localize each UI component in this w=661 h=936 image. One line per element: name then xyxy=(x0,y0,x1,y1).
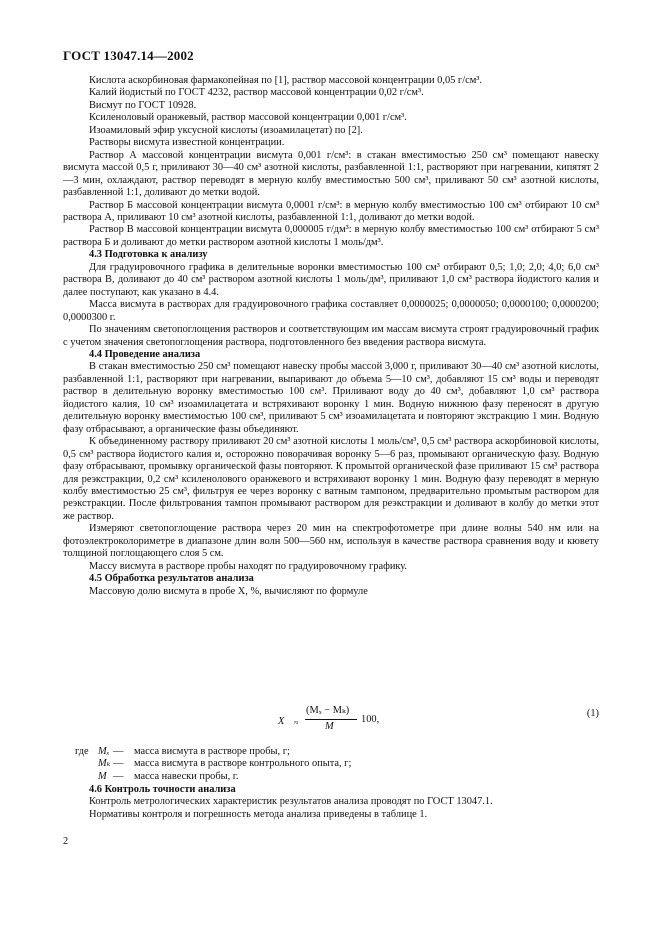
paragraph: Раствор Б массовой концентрации висмута 0,0001 г/см³: в мерную колбу вместимостью 100 см³ отбирают 10 см³ раствора А, приливают 10 см³ азотной кислоты, разбавленной 1:1, доливают до метки водой. xyxy=(63,199,599,223)
section-heading: 4.6 Контроль точности анализа xyxy=(89,784,236,795)
definition-row xyxy=(63,771,599,783)
formula-definitions xyxy=(63,746,599,783)
paragraph: Контроль метрологических характеристик результатов анализа проводят по ГОСТ 13047.1. xyxy=(89,796,493,808)
document-body xyxy=(63,75,599,598)
paragraph: Висмут по ГОСТ 10928. xyxy=(89,99,197,111)
formula-lhs: X xyxy=(278,716,285,727)
paragraph: Ксиленоловый оранжевый, раствор массовой концентрации 0,001 г/см³. xyxy=(89,112,407,124)
definition-text: масса навески пробы, г. xyxy=(134,770,239,782)
paragraph: Массу висмута в растворе пробы находят по градуировочному графику. xyxy=(89,560,408,572)
paragraph: В стакан вместимостью 250 см³ помещают навеску пробы массой 3,000 г, приливают 30—40 см³ азотной кислоты, разбавленной 1:1, растворяют при нагревании, выпаривают до объема 5—10 см³, добавляют 15 см³ воды и переводят раствор в делительную воронку вместимостью 100 см³. Приливают воду до 40 см³, добавляют 1,0 см³ раствора йодистого калия, 10 см³ изоамилацетата и встряхивают воронку 1 мин. Водную нижнюю фазу переносят в другую делительную воронку вместимостью 100 см³, приливают 5 см³ изоамилацетата и повторяют экстракцию 1 мин. Водную фазу отбрасывают, а органические фазы объединяют. xyxy=(63,361,599,435)
definition-lead: где xyxy=(75,746,89,757)
definition-dash: — xyxy=(113,770,124,782)
paragraph: Растворы висмута известной концентрации. xyxy=(89,137,285,149)
definition-dash: — xyxy=(113,758,124,770)
section-heading: 4.4 Проведение анализа xyxy=(89,348,201,360)
paragraph: Массовую долю висмута в пробе X, %, вычисляют по формуле xyxy=(89,585,368,597)
definition-symbol: Mₓ xyxy=(98,746,110,757)
section-heading: 4.5 Обработка результатов анализа xyxy=(89,573,254,585)
page-number: 2 xyxy=(63,836,69,847)
formula-numerator: (Mₓ − Mₖ) xyxy=(306,705,350,716)
definition-text: масса висмута в растворе контрольного опыта, г; xyxy=(134,758,352,770)
fraction-bar xyxy=(305,719,357,720)
paragraph: Нормативы контроля и погрешность метода анализа приведены в таблице 1. xyxy=(89,808,428,820)
paragraph: Изоамиловый эфир уксусной кислоты (изоамилацетат) по [2]. xyxy=(89,124,363,136)
paragraph: По значениям светопоглощения растворов и соответствующим им массам висмута строят градуировочный график с учетом значения светопоглощения раствора, подготовленного без введения раствора висмута. xyxy=(63,324,599,348)
paragraph: Раствор А массовой концентрации висмута 0,001 г/см³: в стакан вместимостью 250 см³ помещают навеску висмута массой 0,5 г, приливают 30—40 см³ азотной кислоты, разбавленной 1:1, растворяют при нагревании, кипятят 2—3 мин, охлаждают, раствор переводят в мерную колбу вместимостью 500 см³, приливают 50 см³ азотной кислоты, разбавленной 1:1, доливают до метки водой. xyxy=(63,149,599,199)
definition-symbol: Mₖ xyxy=(98,758,111,770)
document-header: ГОСТ 13047.14—2002 xyxy=(63,48,194,63)
document-tail xyxy=(63,784,599,821)
paragraph: Измеряют светопоглощение раствора через 20 мин на спектрофотометре при длине волны 540 нм или на фотоэлектроколориметре в диапазоне длин волн 500—560 нм, используя в качестве раствора сравнения воду и кювету толщиной поглощающего слоя 5 см. xyxy=(63,523,599,560)
equation-number: (1) xyxy=(586,708,599,719)
paragraph: Раствор В массовой концентрации висмута 0,000005 г/дм³: в мерную колбу вместимостью 100 см³ отбирают 5 см³ раствора Б и доливают до метки раствором азотной кислоты 1 моль/дм³. xyxy=(63,224,599,248)
section-heading: 4.3 Подготовка к анализу xyxy=(89,249,208,261)
paragraph: Кислота аскорбиновая фармакопейная по [1], раствор массовой концентрации 0,05 г/см³. xyxy=(89,75,482,86)
paragraph: Калий йодистый по ГОСТ 4232, раствор массовой концентрации 0,02 г/см³. xyxy=(89,87,424,99)
definition-dash: — xyxy=(113,746,124,757)
paragraph: К объединенному раствору приливают 20 см³ азотной кислоты 1 моль/см³, 0,5 см³ раствора аскорбиновой кислоты, 0,5 см³ раствора йодистого калия и, осторожно поворачивая воронку 5—6 раз, промывают органическую фазу. Водную фазу отбрасывают, промывку органической фазы повторяют. К промытой органической фазе приливают 15 см³ раствора для реэкстракции, 0,2 см³ ксиленолового оранжевого и встряхивают воронку 1 мин. Водную фазу переводят в мерную колбу вместимостью 25 см³, фильтруя ее через воронку с ватным тампоном, предварительно промытым раствором для реэкстракции. После фильтрования тампон промывают раствором для реэкстракции и доливают в колбу до метки этот же раствор. xyxy=(63,436,599,522)
formula-approx-sign: ≈ xyxy=(294,718,299,727)
paragraph: Для градуировочного графика в делительные воронки вместимостью 100 см³ отбирают 0,5; 1,0; 2,0; 4,0; 6,0 см³ раствора В, доливают до 40 см³ раствором азотной кислоты 1 моль/дм³, приливают 1,0 см³ раствора йодистого калия и далее поступают, как указано в 4.4. xyxy=(63,261,599,298)
formula xyxy=(63,704,599,738)
paragraph: Масса висмута в растворах для градуировочного графика составляет 0,0000025; 0,0000050; 0,0000100; 0,0000200; 0,0000300 г. xyxy=(63,299,599,323)
definition-row xyxy=(63,758,599,770)
definition-text: масса висмута в растворе пробы, г; xyxy=(134,746,290,757)
definition-symbol: M xyxy=(98,770,107,782)
definition-row xyxy=(63,746,599,758)
formula-factor: 100, xyxy=(361,714,380,725)
formula-denominator: M xyxy=(325,721,334,732)
